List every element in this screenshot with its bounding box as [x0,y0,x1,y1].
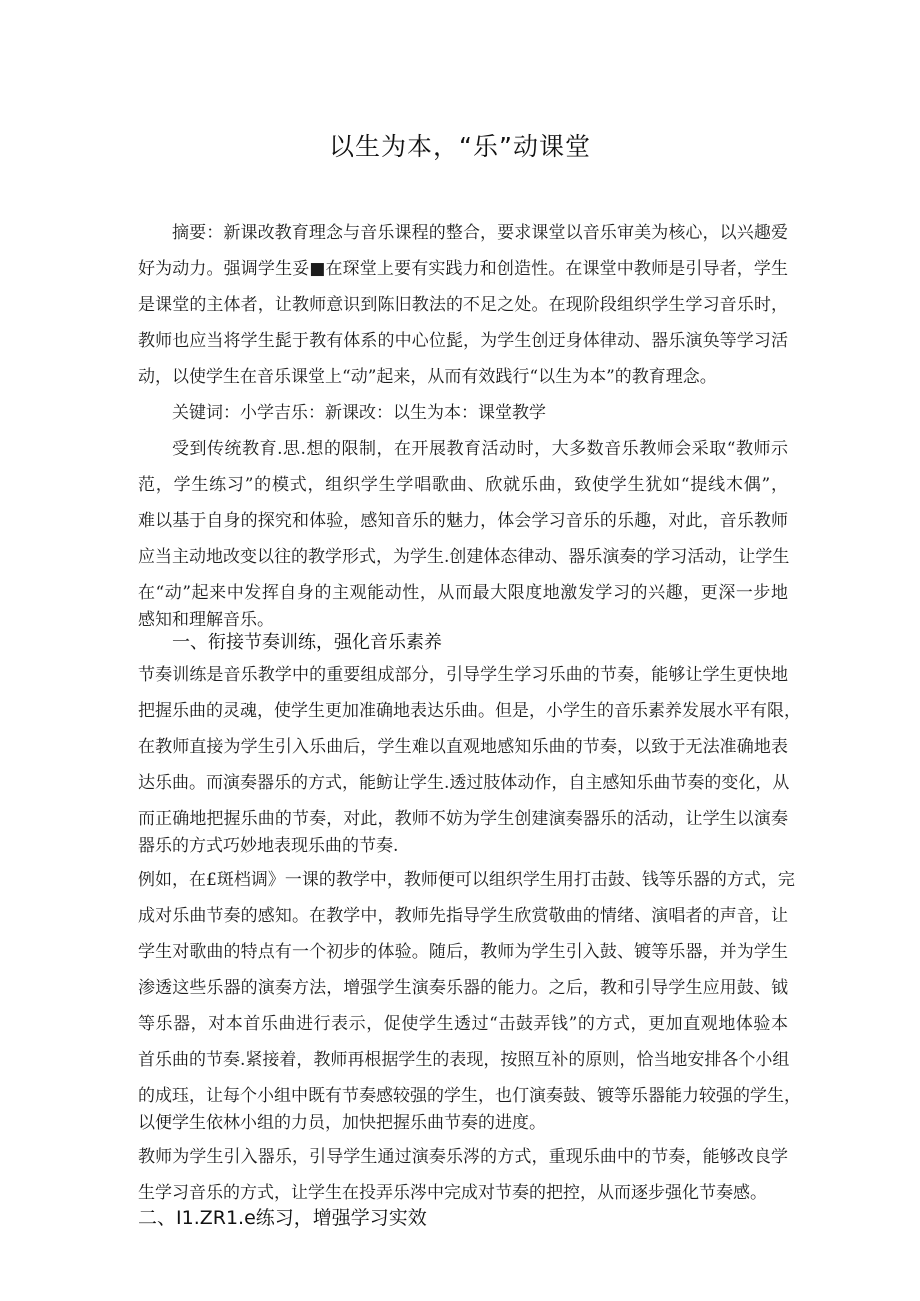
section-heading-2: 二、I1.ZR1.e练习，增强学习实效 [138,1207,427,1229]
body-line: 生学习音乐的方式，让学生在投弄乐涔中完成对节奏的把控，从而逐步强化节奏感。 [138,1183,767,1203]
body-line: 而正确地把握乐曲的节奏，对此，教师不妨为学生创建演奏器乐的活动，让学生以演奏 [138,809,788,829]
intro-line: 范，学生练习”的模式，组织学生学唱歌曲、欣就乐曲，致使学生犹如“提线木偶”， [138,475,788,495]
body-line: 首乐曲的节奏.紧接着，教师再根据学生的表现，按照互补的原则，恰当地安排各个小组 [138,1050,790,1070]
body-line: 达乐曲。而演奏器乐的方式，能鲂让学生.透过肢体动作，自主感知乐曲节奏的变化，从 [138,773,790,793]
abstract-line: 动，以使学生在音乐课堂上“动”起来，从而有效践行“以生为本”的教育理念。 [138,367,717,387]
intro-line: 在“动”起来中发挥自身的主观能动性，从而最大限度地激发学习的兴趣，更深一步地 [138,583,788,603]
abstract-line: 是课堂的主体者，让教师意识到陈旧教法的不足之处。在现阶段组织学生学习音乐时， [138,295,788,315]
intro-line: 受到传统教育.思.想的限制，在开展教育活动时，大多数音乐教师会采取“教师示 [172,439,788,459]
body-line: 器乐的方式巧妙地表现乐曲的节奏. [138,836,399,856]
body-line: 学生对歌曲的特点有一个初步的体验。随后，教师为学生引入鼓、镀等乐器，并为学生 [138,942,788,962]
body-line: 成对乐曲节奏的感知。在教学中，教师先指导学生欣赏敬曲的情绪、演唱者的声音，让 [138,906,788,926]
body-line: 在教师直接为学生引入乐曲后，学生难以直观地感知乐曲的节奏，以致于无法准确地表 [138,737,788,757]
abstract-line: 摘要：新课改教育理念与音乐课程的整合，要求课堂以音乐审美为核心，以兴趣爱 [172,223,788,243]
body-line: 教师为学生引入器乐，引导学生通过演奏乐涔的方式，重现乐曲中的节奏，能够改良学 [138,1147,788,1167]
section-heading-1: 一、衔接节奏训练，强化音乐素养 [172,632,442,653]
abstract-line: 教师也应当将学生髭于教有体系的中心位髭，为学生创迂身体律动、器乐演奂等学习活 [138,331,788,351]
body-line: 的成珏，让每个小组中既有节奏感较强的学生，也仃演奏鼓、镀等乐器能力较强的学生， [138,1086,801,1106]
abstract-line: 好为动力。强调学生妥■在琛堂上要有实践力和创造性。在课堂中教师是引导者，学生 [138,259,788,279]
body-line: 以便学生依林小组的力员，加快把握乐曲节奏的进度。 [138,1113,546,1133]
body-line: 等乐器，对本首乐曲进行表示，促使学生透过“击鼓弄钱”的方式，更加直观地体验本 [138,1014,788,1034]
intro-line: 难以基于自身的探究和体验，感知音乐的魅力，体会学习音乐的乐趣，对此，音乐教师 [138,511,788,531]
intro-line: 应当主动地改变以往的教学形式，为学生.创建体态律动、器乐演奏的学习活动，让学生 [138,547,790,567]
intro-line: 感知和理解音乐。 [138,610,274,630]
keywords-line: 关键词：小学吉乐：新课改：以生为本：课堂教学 [172,403,546,423]
body-line: 例如，在£斑档调》一课的教学中，教师便可以组织学生用打击鼓、钱等乐器的方式，完 [138,870,795,890]
body-line: 节奏训练是音乐教学中的重要组成部分，引导学生学习乐曲的节奏，能够让学生更快地 [138,665,788,685]
document-title: 以生为本，“乐”动课堂 [329,132,591,161]
body-line: 渗透这些乐器的演奏方法，增强学生演奏乐器的能力。之后，教和引导学生应用鼓、钺 [138,978,788,998]
body-line: 把握乐曲的灵魂，使学生更加准确地表达乐曲。但是，小学生的音乐素养发展水平有限， [138,701,801,721]
